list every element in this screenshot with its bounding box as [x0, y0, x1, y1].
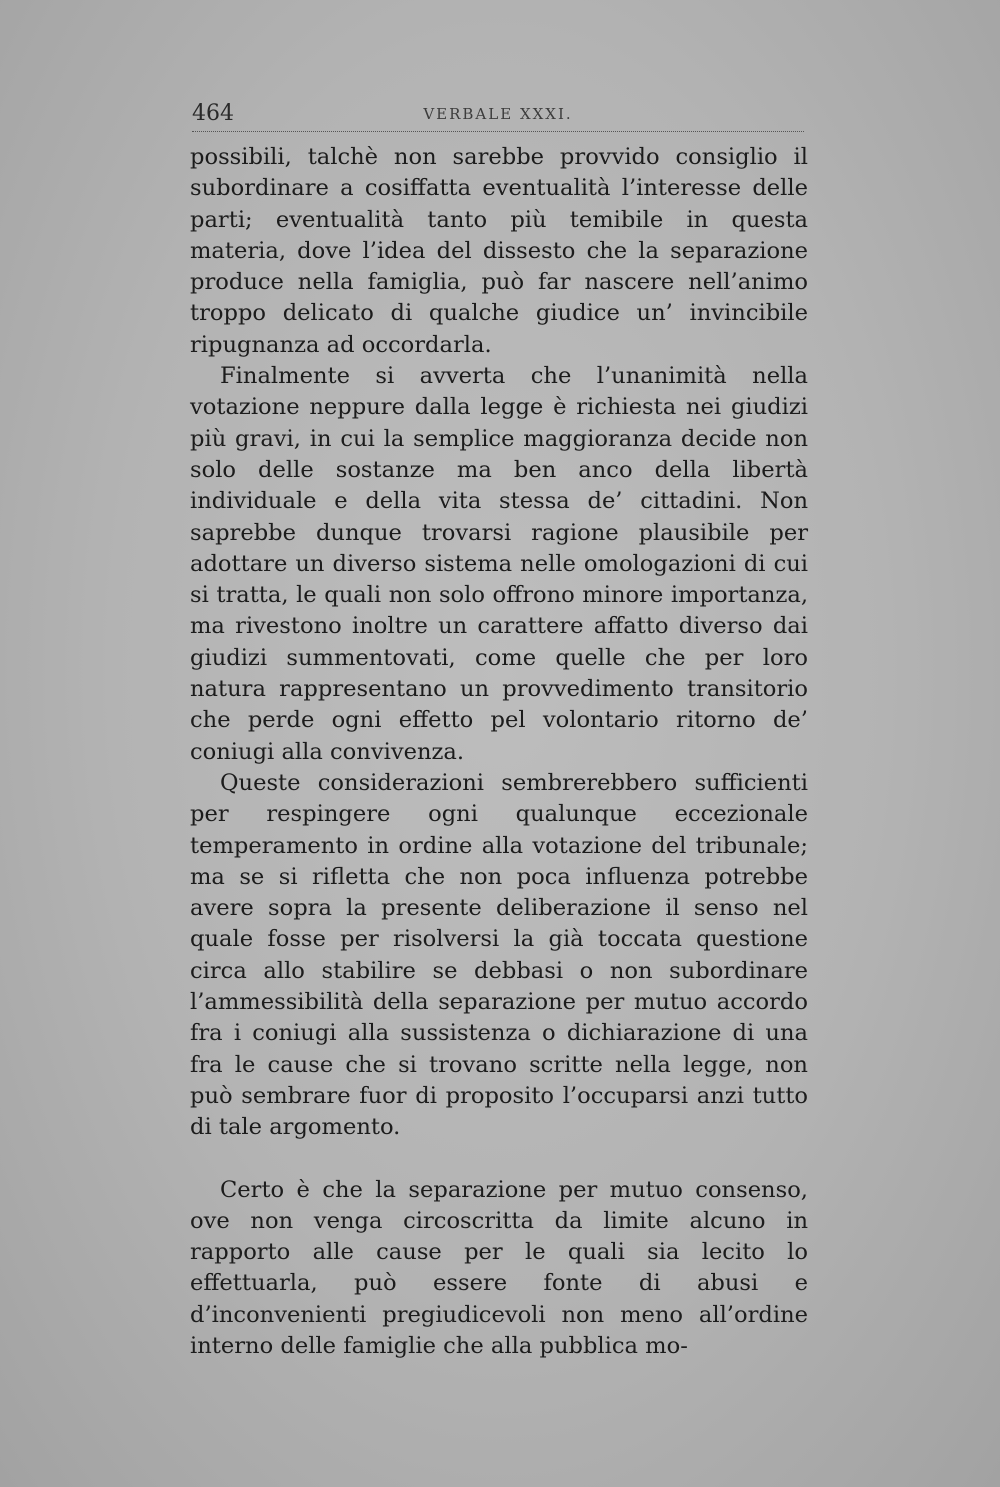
paragraph: Certo è che la separazione per mutuo consenso, ove non venga circoscritta da limite alcuno in rapporto alle cause per le quali sia lecito lo effettuarla, può essere fonte di abusi e d’inconvenienti pregiudicevoli non meno all’ordine interno delle famiglie che alla pubblica mo-: [190, 1176, 808, 1359]
header-rule: [192, 131, 804, 132]
page-number: 464: [192, 101, 234, 126]
body-text: [190, 142, 808, 1362]
running-head: [192, 95, 804, 135]
running-title: VERBALE XXXI.: [423, 105, 573, 123]
paragraph-continued: possibili, talchè non sarebbe provvido consiglio il subordinare a cosiffatta eventualità l’interesse delle parti; eventualità tanto più temibile in questa materia, dove l’idea del dissesto che la separazione produce nella famiglia, può far nascere nell’animo troppo delicato di qualche giudice un’ invincibile ripugnanza ad occordarla.: [190, 144, 808, 358]
paragraph: Finalmente si avverta che l’unanimità nella votazione neppure dalla legge è richiesta nei giudizi più gravi, in cui la semplice maggioranza decide non solo delle sostanze ma ben anco della libertà individuale e della vita stessa de’ cittadini. Non saprebbe dunque trovarsi ragione plausibile per adottare un diverso sistema nelle omologazioni di cui si tratta, le quali non solo offrono minore importanza, ma rivestono inoltre un carattere affatto diverso dai giudizi summentovati, come quelle che per loro natura rappresentano un provvedimento transitorio che perde ogni effetto pel volontario ritorno de’ coniugi alla convivenza.: [190, 363, 808, 765]
paragraph: Queste considerazioni sembrerebbero sufficienti per respingere ogni qualunque eccezionale temperamento in ordine alla votazione del tribunale; ma se si rifletta che non poca influenza potrebbe avere sopra la presente deliberazione il senso nel quale fosse per risolversi la già toccata questione circa allo stabilire se debbasi o non subordinare l’ammessibilità della separazione per mutuo accordo fra i coniugi alla sussistenza o dichiarazione di una fra le cause che si trovano scritte nella legge, non può sembrare fuor di proposito l’occuparsi anzi tutto di tale argomento.: [190, 769, 808, 1141]
